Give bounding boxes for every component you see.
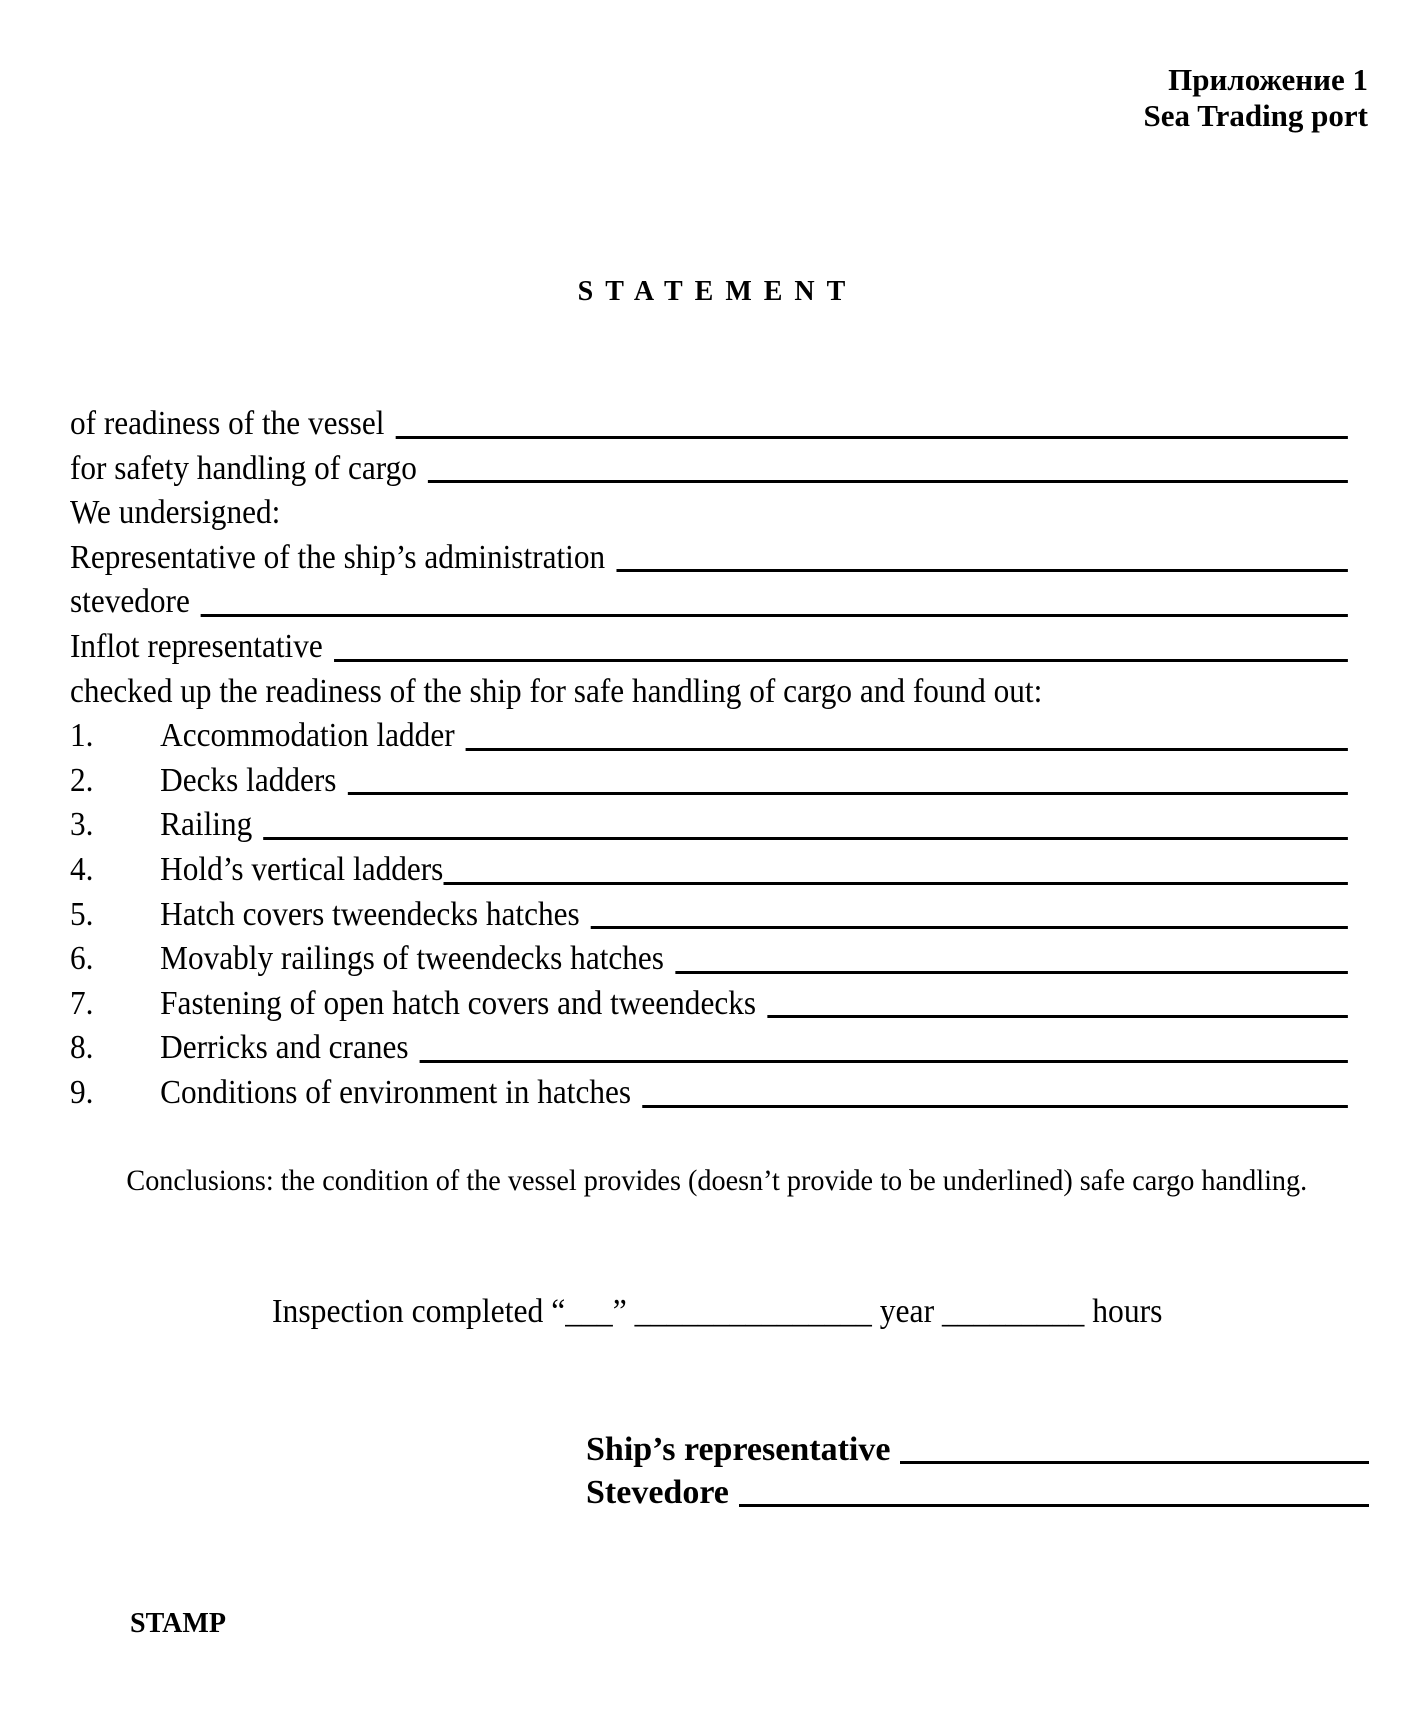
- signature-block: [586, 1428, 1369, 1514]
- conclusions-text: Conclusions: the condition of the vessel provides (doesn’t provide to be underlined) safe cargo handling.: [126, 1164, 1308, 1197]
- checklist-item: [70, 714, 1348, 759]
- document-header: [1144, 62, 1369, 134]
- checklist-item: [70, 1071, 1348, 1116]
- cargo-row: [70, 447, 1348, 492]
- checklist-number: 4.: [70, 850, 94, 888]
- inspection-prefix: Inspection completed “: [272, 1293, 566, 1330]
- checklist-label: Movably railings of tweendecks hatches: [160, 940, 664, 978]
- checklist-item: [70, 848, 1348, 893]
- inflot-field[interactable]: [334, 659, 1348, 662]
- checklist-label: Railing: [160, 806, 253, 844]
- undersigned-heading: We undersigned:: [70, 494, 281, 532]
- checklist-number: 6.: [70, 940, 94, 978]
- inspection-year-label: year: [879, 1293, 935, 1330]
- vessel-field[interactable]: [395, 436, 1347, 439]
- signature-row-stevedore: [586, 1471, 1369, 1514]
- signature-row-ship-representative: [586, 1428, 1369, 1471]
- ship-admin-row: [70, 536, 1348, 581]
- stevedore-signature-label: Stevedore: [586, 1474, 729, 1511]
- checked-intro-text: checked up the readiness of the ship for safe handling of cargo and found out:: [70, 672, 1043, 710]
- stevedore-signature-field[interactable]: [739, 1504, 1369, 1507]
- checklist-field[interactable]: [767, 1015, 1348, 1018]
- appendix-label: Приложение 1: [1168, 62, 1368, 97]
- ship-representative-signature-field[interactable]: [900, 1461, 1369, 1464]
- checklist-label: Conditions of environment in hatches: [160, 1073, 632, 1111]
- checklist-number: 8.: [70, 1029, 94, 1067]
- vessel-row: [70, 402, 1348, 447]
- checklist-field[interactable]: [348, 792, 1348, 795]
- checklist-item: [70, 759, 1348, 804]
- inspection-day-field[interactable]: ___: [565, 1293, 613, 1330]
- checklist-number: 7.: [70, 984, 94, 1022]
- checklist-label: Hatch covers tweendecks hatches: [160, 895, 580, 933]
- checklist-field[interactable]: [675, 971, 1348, 974]
- checklist-number: 9.: [70, 1073, 94, 1111]
- checklist-item: [70, 803, 1348, 848]
- stevedore-label: stevedore: [70, 583, 190, 621]
- inspection-month-field[interactable]: _______________: [634, 1293, 872, 1330]
- checklist-field[interactable]: [466, 748, 1348, 751]
- checklist-label: Hold’s vertical ladders: [160, 850, 444, 888]
- checklist-item: [70, 893, 1348, 938]
- stamp-label: STAMP: [130, 1608, 226, 1639]
- organization-name: Sea Trading port: [1143, 98, 1368, 133]
- checklist-label: Accommodation ladder: [160, 717, 455, 755]
- stevedore-field[interactable]: [201, 614, 1348, 617]
- inspection-completed-line: [272, 1292, 1162, 1332]
- checklist-label: Derricks and cranes: [160, 1029, 409, 1067]
- checklist-field[interactable]: [591, 926, 1348, 929]
- vessel-label: of readiness of the vessel: [70, 405, 385, 442]
- undersigned-row: [70, 491, 1348, 536]
- checklist-number: 2.: [70, 761, 94, 799]
- checklist-number: 3.: [70, 806, 94, 844]
- inspection-quote-close: ”: [612, 1293, 627, 1330]
- checklist-field[interactable]: [642, 1105, 1348, 1108]
- checklist-number: 1.: [70, 717, 94, 755]
- ship-representative-label: Ship’s representative: [586, 1431, 891, 1468]
- checklist-field[interactable]: [443, 882, 1348, 885]
- checklist-item: [70, 1026, 1348, 1071]
- checklist-label: Decks ladders: [160, 761, 337, 799]
- ship-admin-label: Representative of the ship’s administration: [70, 538, 606, 576]
- document-title: STATEMENT: [577, 276, 858, 307]
- statement-form: [70, 402, 1246, 1116]
- checklist-item: [70, 937, 1348, 982]
- cargo-field[interactable]: [428, 480, 1348, 483]
- checklist-label: Fastening of open hatch covers and tweendecks: [160, 984, 757, 1022]
- ship-admin-field[interactable]: [616, 569, 1348, 572]
- checklist-field[interactable]: [420, 1060, 1348, 1063]
- inflot-row: [70, 625, 1348, 670]
- checklist-item: [70, 982, 1348, 1027]
- inspection-hours-label: hours: [1092, 1293, 1163, 1330]
- inspection-hours-field[interactable]: _________: [942, 1293, 1085, 1330]
- checklist-field[interactable]: [263, 837, 1348, 840]
- stevedore-row: [70, 580, 1348, 625]
- checklist-number: 5.: [70, 895, 94, 933]
- inflot-label: Inflot representative: [70, 627, 323, 665]
- conclusions-paragraph: [70, 1161, 1308, 1201]
- checked-intro-row: [70, 670, 1348, 715]
- cargo-label: for safety handling of cargo: [70, 449, 417, 487]
